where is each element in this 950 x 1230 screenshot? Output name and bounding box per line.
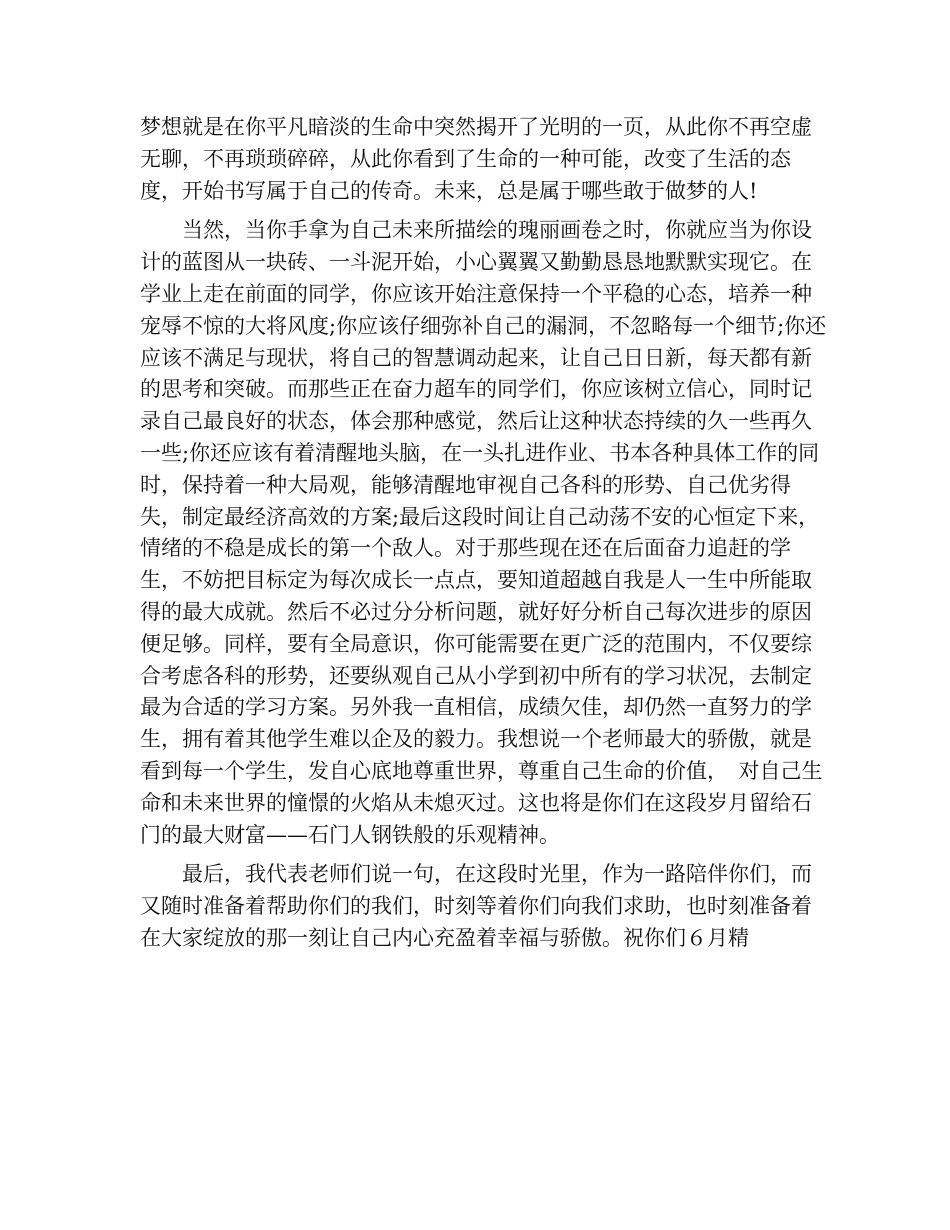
paragraph-dream: 梦想就是在你平凡暗淡的生命中突然揭开了光明的一页，从此你不再空虚无聊，不再琐琐碎碎，从此你看到了生命的一种可能，改变了生活的态度，开始书写属于自己的传奇。未来，总是属于哪些敢于做梦的人!	[140, 115, 812, 203]
paragraph-closing: 最后，我代表老师们说一句，在这段时光里，作为一路陪伴你们，而又随时准备着帮助你们的我们，时刻等着你们向我们求助，也时刻准备着在大家绽放的那一刻让自己内心充盈着幸福与骄傲。祝你们６月精	[140, 862, 812, 950]
paragraph-advice: 当然，当你手拿为自己未来所描绘的瑰丽画卷之时，你就应当为你设计的蓝图从一块砖、一斗泥开始，小心翼翼又勤勤恳恳地默默实现它。在学业上走在前面的同学，你应该开始注意保持一个平稳的心态，培养一种宠辱不惊的大将风度;你应该仔细弥补自己的漏洞，不忽略每一个细节;你还应该不满足与现状，将自己的智慧调动起来，让自己日日新，每天都有新的思考和突破。而那些正在奋力超车的同学们，你应该树立信心，同时记录自己最良好的状态，体会那种感觉，然后让这种状态持续的久一些再久一些;你还应该有着清醒地头脑，在一头扎进作业、书本各种具体工作的同时，保持着一种大局观，能够清醒地审视自己各科的形势、自己优劣得失，制定最经济高效的方案;最后这段时间让自己动荡不安的心恒定下来，情绪的不稳是成长的第一个敌人。对于那些现在还在后面奋力追赶的学生，不妨把目标定为每次成长一点点，要知道超越自我是人一生中所能取得的最大成就。然后不必过分分析问题，就好好分析自己每次进步的原因便足够。同样，要有全局意识，你可能需要在更广泛的范围内，不仅要综合考虑各科的形势，还要纵观自己从小学到初中所有的学习状况，去制定最为合适的学习方案。另外我一直相信，成绩欠佳，却仍然一直努力的学生，拥有着其他学生难以企及的毅力。我想说一个老师最大的骄傲，就是看到每一个学生，发自心底地尊重世界，尊重自己生命的价值， 对自己生命和未来世界的憧憬的火焰从未熄灭过。这也将是你们在这段岁月留给石门的最大财富——石门人钢铁般的乐观精神。	[140, 218, 827, 847]
document-body	[140, 112, 830, 955]
